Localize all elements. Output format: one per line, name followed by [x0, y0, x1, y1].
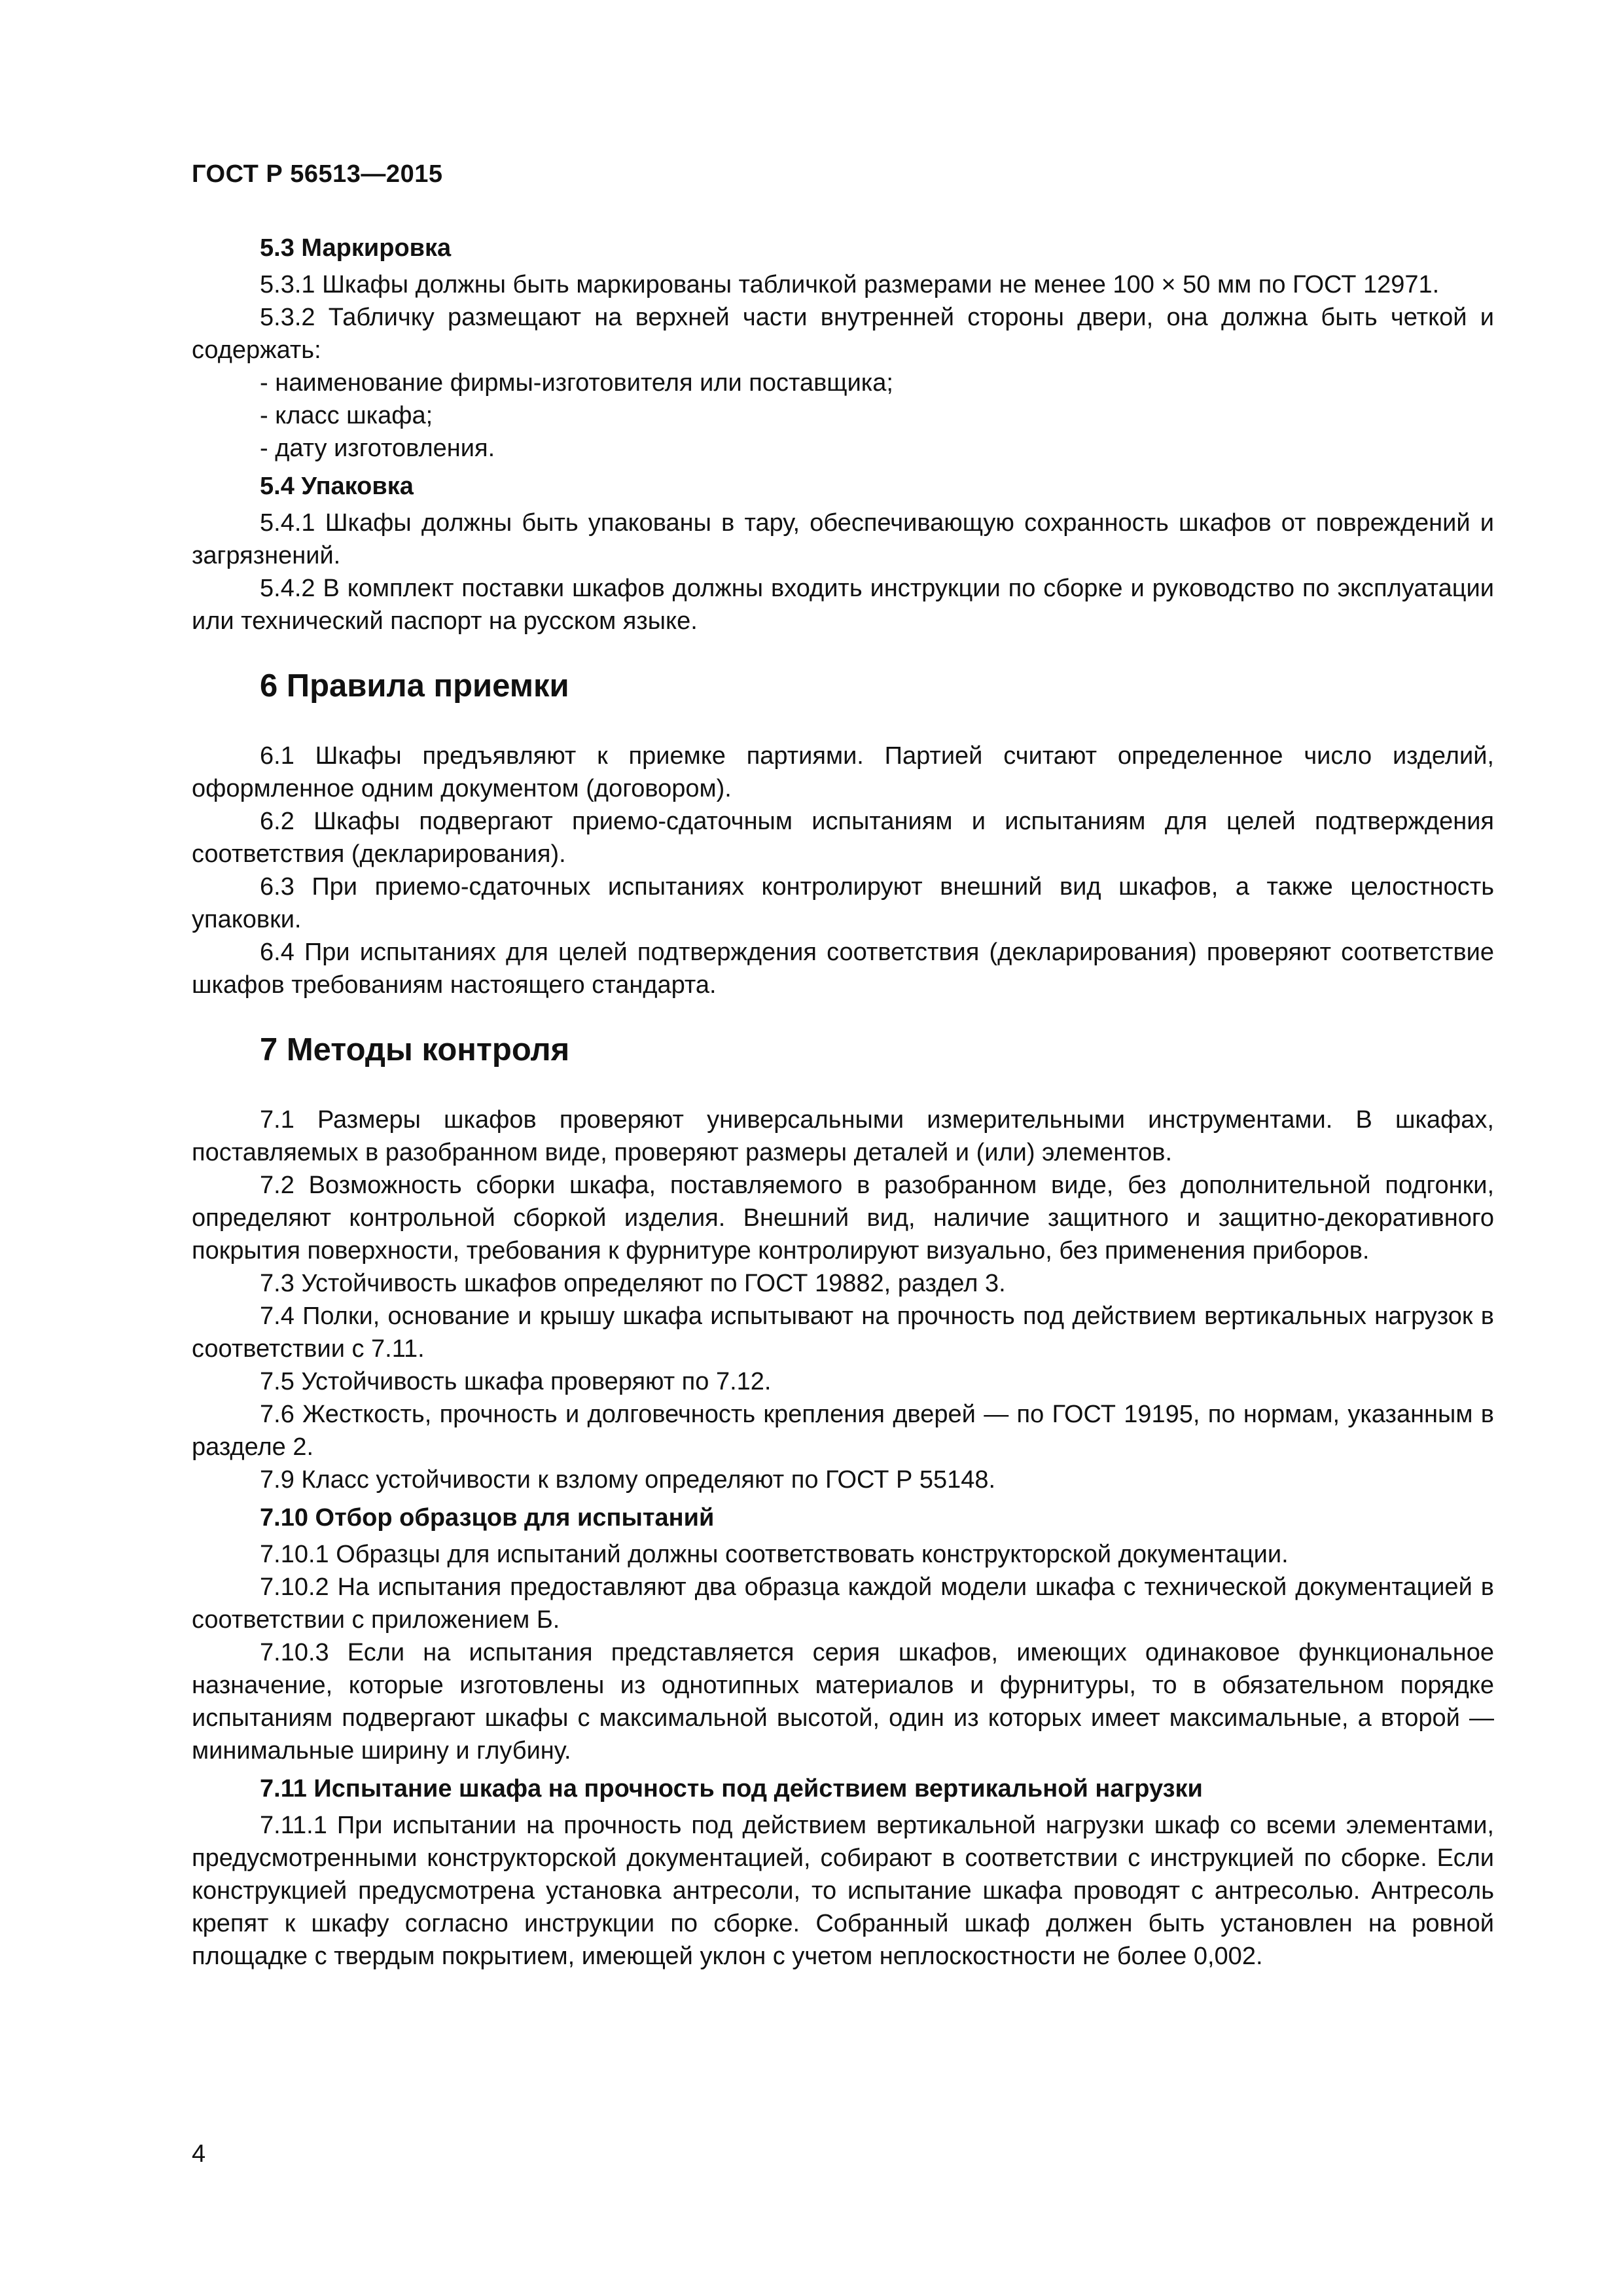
subsection-title-5-3: 5.3 Маркировка — [260, 234, 452, 262]
page-number: 4 — [192, 2140, 206, 2168]
paragraph-5-4-1: 5.4.1 Шкафы должны быть упакованы в тару, обеспечивающую сохранность шкафов от повреждений и загрязнений. — [192, 509, 1494, 569]
paragraph-7-11-1: 7.11.1 При испытании на прочность под действием вертикальной нагрузки шкаф со всеми элементами, предусмотренными конструкторской документацией, собирают в соответствии с инструкцией по сборке. Если конструкцией предусмотрена установка антресоли, то испытание шкафа проводят с антресолью. Антресоль крепят к шкафу согласно инструкции по сборке. Собранный шкаф должен быть установлен на ровной площадке с твердым покрытием, имеющей уклон с учетом неплоскостности не более 0,002. — [192, 1812, 1494, 1970]
section-title-6: 6 Правила приемки — [260, 668, 569, 704]
paragraph-7-2: 7.2 Возможность сборки шкафа, поставляемого в разобранном виде, без дополнительной подгонки, определяют контрольной сборкой изделия. Внешний вид, наличие защитного и защитно-декоративного покрытия поверхности, требования к фурнитуре контролируют визуально, без применения приборов. — [192, 1172, 1494, 1265]
document-header: ГОСТ Р 56513—2015 — [192, 160, 443, 188]
paragraph-5-3-2: 5.3.2 Табличку размещают на верхней части внутренней стороны двери, она должна быть четкой и содержать: — [192, 304, 1494, 364]
paragraph-6-1: 6.1 Шкафы предъявляют к приемке партиями. Партией считают определенное число изделий, оформленное одним документом (договором). — [192, 742, 1494, 802]
paragraph-7-9: 7.9 Класс устойчивости к взлому определяют по ГОСТ Р 55148. — [260, 1466, 996, 1494]
paragraph-6-4: 6.4 При испытаниях для целей подтверждения соответствия (декларирования) проверяют соответствие шкафов требованиям настоящего стандарта. — [192, 939, 1494, 999]
paragraph-7-1: 7.1 Размеры шкафов проверяют универсальными измерительными инструментами. В шкафах, поставляемых в разобранном виде, проверяют размеры деталей и (или) элементов. — [192, 1106, 1494, 1166]
paragraph-6-2: 6.2 Шкафы подвергают приемо-сдаточным испытаниям и испытаниям для целей подтверждения соответствия (декларирования). — [192, 808, 1494, 868]
paragraph-7-6: 7.6 Жесткость, прочность и долговечность крепления дверей — по ГОСТ 19195, по нормам, указанным в разделе 2. — [192, 1401, 1494, 1461]
paragraph-7-3: 7.3 Устойчивость шкафов определяют по ГОСТ 19882, раздел 3. — [260, 1270, 1006, 1297]
subsection-title-7-10: 7.10 Отбор образцов для испытаний — [260, 1504, 715, 1532]
document-body — [192, 226, 1494, 1973]
paragraph-5-4-2: 5.4.2 В комплект поставки шкафов должны входить инструкции по сборке и руководство по эксплуатации или технический паспорт на русском языке. — [192, 575, 1494, 635]
subsection-title-5-4: 5.4 Упаковка — [260, 473, 414, 500]
paragraph-7-4: 7.4 Полки, основание и крышу шкафа испытывают на прочность под действием вертикальных нагрузок в соответствии с 7.11. — [192, 1302, 1494, 1363]
paragraph-5-3-1: 5.3.1 Шкафы должны быть маркированы табличкой размерами не менее 100 × 50 мм по ГОСТ 12971. — [260, 271, 1440, 298]
paragraph-7-10-3: 7.10.3 Если на испытания представляется серия шкафов, имеющих одинаковое функциональное назначение, которые изготовлены из однотипных материалов и фурнитуры, то в обязательном порядке испытаниям подвергают шкафы с максимальной высотой, один из которых имеет максимальные, а второй — минимальные ширину и глубину. — [192, 1639, 1494, 1765]
paragraph-7-10-1: 7.10.1 Образцы для испытаний должны соответствовать конструкторской документации. — [260, 1541, 1289, 1568]
list-item: - наименование фирмы-изготовителя или поставщика; — [260, 369, 893, 397]
subsection-title-7-11: 7.11 Испытание шкафа на прочность под действием вертикальной нагрузки — [260, 1775, 1203, 1803]
paragraph-7-5: 7.5 Устойчивость шкафа проверяют по 7.12. — [260, 1368, 772, 1395]
paragraph-6-3: 6.3 При приемо-сдаточных испытаниях контролируют внешний вид шкафов, а также целостность упаковки. — [192, 873, 1494, 933]
paragraph-7-10-2: 7.10.2 На испытания предоставляют два образца каждой модели шкафа с технической документацией в соответствии с приложением Б. — [192, 1573, 1494, 1634]
list-item: - класс шкафа; — [260, 402, 433, 429]
list-item: - дату изготовления. — [260, 435, 495, 462]
section-title-7: 7 Методы контроля — [260, 1032, 570, 1067]
